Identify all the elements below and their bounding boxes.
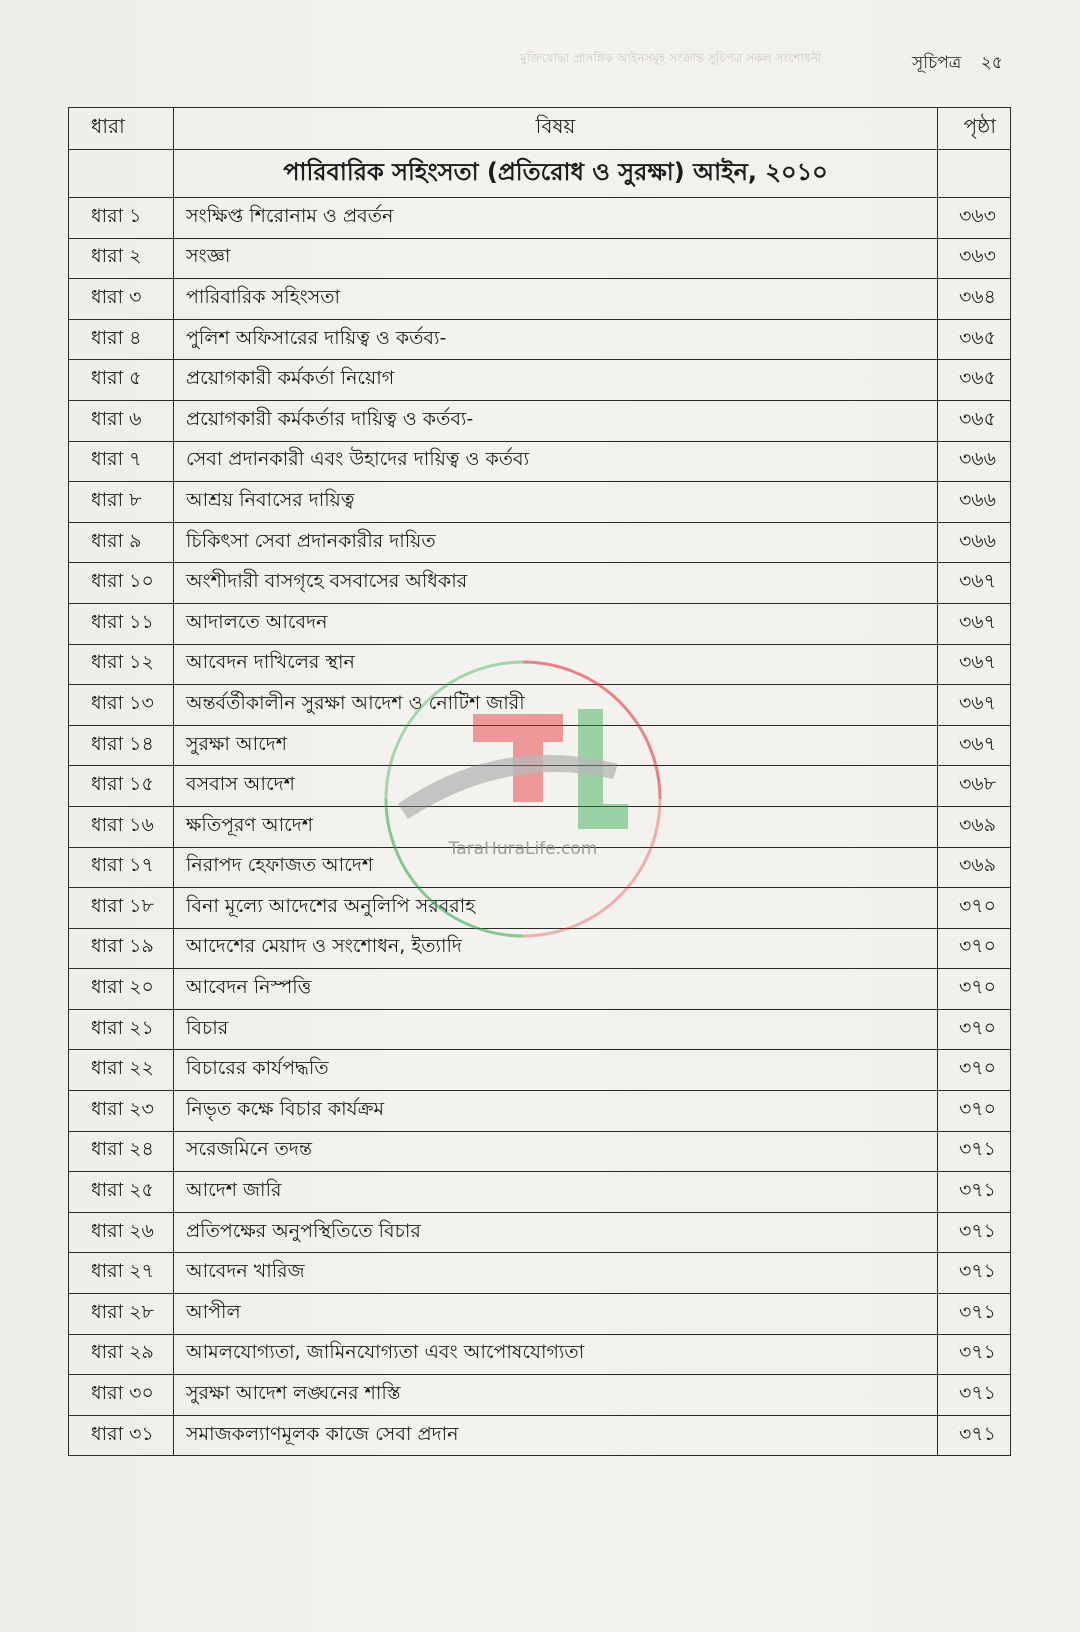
section-cell: ধারা ৭: [69, 441, 174, 482]
column-header-page: পৃষ্ঠা: [938, 108, 1011, 150]
page-cell: ৩৭০: [938, 1009, 1011, 1050]
act-title: পারিবারিক সহিংসতা (প্রতিরোধ ও সুরক্ষা) আইন, ২০১০: [174, 150, 938, 198]
table-row: [69, 969, 1011, 1010]
table-row: [69, 482, 1011, 523]
column-header-section: ধারা: [69, 108, 174, 150]
table-row: [69, 847, 1011, 888]
page-cell: ৩৬৯: [938, 806, 1011, 847]
subject-cell: বিচার: [174, 1009, 938, 1050]
subject-cell: প্রয়োগকারী কর্মকর্তার দায়িত্ব ও কর্তব্য-: [174, 400, 938, 441]
section-cell: ধারা ৩: [69, 279, 174, 320]
page-cell: ৩৬৭: [938, 563, 1011, 604]
section-cell: ধারা ২৫: [69, 1172, 174, 1213]
table-row: [69, 238, 1011, 279]
page-cell: ৩৬৩: [938, 238, 1011, 279]
page-cell: ৩৭১: [938, 1212, 1011, 1253]
subject-cell: আবেদন দাখিলের স্থান: [174, 644, 938, 685]
table-row: [69, 522, 1011, 563]
section-cell: ধারা ১১: [69, 603, 174, 644]
table-row: [69, 319, 1011, 360]
subject-cell: প্রয়োগকারী কর্মকর্তা নিয়োগ: [174, 360, 938, 401]
section-cell: ধারা ৮: [69, 482, 174, 523]
table-row: [69, 1091, 1011, 1132]
page-cell: ৩৬৬: [938, 522, 1011, 563]
header-title: সূচিপত্র: [912, 53, 962, 73]
running-header: [912, 50, 1017, 78]
table-row: [69, 1172, 1011, 1213]
page-cell: ৩৬৬: [938, 482, 1011, 523]
subject-cell: আবেদন নিস্পত্তি: [174, 969, 938, 1010]
section-cell: ধারা ১৬: [69, 806, 174, 847]
section-cell: ধারা ৯: [69, 522, 174, 563]
subject-cell: বিনা মূল্যে আদেশের অনুলিপি সরবরাহ: [174, 888, 938, 929]
section-cell: ধারা ১০: [69, 563, 174, 604]
section-cell: ধারা ৫: [69, 360, 174, 401]
table-row: [69, 725, 1011, 766]
subject-cell: অংশীদারী বাসগৃহে বসবাসের অধিকার: [174, 563, 938, 604]
page-cell: ৩৬৭: [938, 725, 1011, 766]
watermark-text: TaraHuraLife.com: [448, 839, 598, 859]
section-cell: ধারা ২২: [69, 1050, 174, 1091]
table-row: [69, 766, 1011, 807]
subject-cell: আদালতে আবেদন: [174, 603, 938, 644]
page-cell: ৩৭১: [938, 1415, 1011, 1456]
page-cell: ৩৭০: [938, 928, 1011, 969]
page-cell: ৩৬৫: [938, 319, 1011, 360]
page-cell: ৩৬৪: [938, 279, 1011, 320]
table-row: [69, 1009, 1011, 1050]
table-row: [69, 1050, 1011, 1091]
section-cell: ধারা ২৭: [69, 1253, 174, 1294]
act-title-empty-cell: [69, 150, 174, 198]
subject-cell: সরেজমিনে তদন্ত: [174, 1131, 938, 1172]
act-title-row: [69, 150, 1011, 198]
section-cell: ধারা ১৭: [69, 847, 174, 888]
table-row: [69, 888, 1011, 929]
page-cell: ৩৭০: [938, 1091, 1011, 1132]
table-row: [69, 1334, 1011, 1375]
page-cell: ৩৭১: [938, 1131, 1011, 1172]
column-header-subject: বিষয়: [174, 108, 938, 150]
page-cell: ৩৬৩: [938, 198, 1011, 239]
section-cell: ধারা ৪: [69, 319, 174, 360]
page-cell: ৩৬৫: [938, 360, 1011, 401]
table-row: [69, 685, 1011, 726]
subject-cell: সংক্ষিপ্ত শিরোনাম ও প্রবর্তন: [174, 198, 938, 239]
table-header-row: [69, 108, 1011, 150]
subject-cell: নিরাপদ হেফাজত আদেশ: [174, 847, 938, 888]
section-cell: ধারা ১৮: [69, 888, 174, 929]
page-cell: ৩৬৬: [938, 441, 1011, 482]
contents-table: [68, 107, 1011, 1456]
page-cell: ৩৬৭: [938, 603, 1011, 644]
table-row: [69, 806, 1011, 847]
subject-cell: চিকিৎসা সেবা প্রদানকারীর দায়িত: [174, 522, 938, 563]
page-cell: ৩৭১: [938, 1172, 1011, 1213]
table-row: [69, 1294, 1011, 1335]
subject-cell: নিভৃত কক্ষে বিচার কার্যক্রম: [174, 1091, 938, 1132]
section-cell: ধারা ২: [69, 238, 174, 279]
act-title-page-cell: [938, 150, 1011, 198]
subject-cell: সংজ্ঞা: [174, 238, 938, 279]
page-cell: ৩৭০: [938, 1050, 1011, 1091]
section-cell: ধারা ১৩: [69, 685, 174, 726]
subject-cell: সেবা প্রদানকারী এবং উহাদের দায়িত্ব ও কর্তব্য: [174, 441, 938, 482]
section-cell: ধারা ২৩: [69, 1091, 174, 1132]
page-cell: ৩৭০: [938, 888, 1011, 929]
table-row: [69, 279, 1011, 320]
section-cell: ধারা ১৫: [69, 766, 174, 807]
table-row: [69, 1415, 1011, 1456]
section-cell: ধারা ১৯: [69, 928, 174, 969]
subject-cell: পারিবারিক সহিংসতা: [174, 279, 938, 320]
page-cell: ৩৭০: [938, 969, 1011, 1010]
subject-cell: আদেশের মেয়াদ ও সংশোধন, ইত্যাদি: [174, 928, 938, 969]
section-cell: ধারা ১২: [69, 644, 174, 685]
subject-cell: আশ্রয় নিবাসের দায়িত্ব: [174, 482, 938, 523]
section-cell: ধারা ২০: [69, 969, 174, 1010]
page-cell: ৩৭১: [938, 1375, 1011, 1416]
section-cell: ধারা ২৮: [69, 1294, 174, 1335]
table-row: [69, 198, 1011, 239]
table-row: [69, 563, 1011, 604]
subject-cell: আবেদন খারিজ: [174, 1253, 938, 1294]
subject-cell: অন্তর্বর্তীকালীন সুরক্ষা আদেশ ও নোটিশ জারী: [174, 685, 938, 726]
subject-cell: আমলযোগ্যতা, জামিনযোগ্যতা এবং আপোষযোগ্যতা: [174, 1334, 938, 1375]
table-row: [69, 644, 1011, 685]
subject-cell: বসবাস আদেশ: [174, 766, 938, 807]
table-row: [69, 441, 1011, 482]
table-row: [69, 603, 1011, 644]
section-cell: ধারা ২৯: [69, 1334, 174, 1375]
table-row: [69, 1375, 1011, 1416]
section-cell: ধারা ২৪: [69, 1131, 174, 1172]
section-cell: ধারা ১৪: [69, 725, 174, 766]
table-row: [69, 1253, 1011, 1294]
section-cell: ধারা ৩০: [69, 1375, 174, 1416]
subject-cell: আদেশ জারি: [174, 1172, 938, 1213]
subject-cell: সুরক্ষা আদেশ লঙ্ঘনের শাস্তি: [174, 1375, 938, 1416]
table-row: [69, 1131, 1011, 1172]
page-cell: ৩৬৭: [938, 644, 1011, 685]
page-cell: ৩৭১: [938, 1294, 1011, 1335]
page-cell: ৩৬৭: [938, 685, 1011, 726]
page-cell: ৩৬৫: [938, 400, 1011, 441]
subject-cell: পুলিশ অফিসারের দায়িত্ব ও কর্তব্য-: [174, 319, 938, 360]
page-cell: ৩৭১: [938, 1334, 1011, 1375]
subject-cell: বিচারের কার্যপদ্ধতি: [174, 1050, 938, 1091]
page-cell: ৩৬৮: [938, 766, 1011, 807]
table-row: [69, 400, 1011, 441]
subject-cell: সমাজকল্যাণমূলক কাজে সেবা প্রদান: [174, 1415, 938, 1456]
section-cell: ধারা ২১: [69, 1009, 174, 1050]
subject-cell: প্রতিপক্ষের অনুপস্থিতিতে বিচার: [174, 1212, 938, 1253]
subject-cell: ক্ষতিপূরণ আদেশ: [174, 806, 938, 847]
table-row: [69, 360, 1011, 401]
section-cell: ধারা ৩১: [69, 1415, 174, 1456]
section-cell: ধারা ২৬: [69, 1212, 174, 1253]
bleed-through-text: মুক্তিযোদ্ধা প্রাসঙ্গিক আইনসমূহ সংক্রান্ত সূচিপত্র সকল সংশোধনী: [520, 51, 822, 65]
page-cell: ৩৭১: [938, 1253, 1011, 1294]
table-row: [69, 1212, 1011, 1253]
table-row: [69, 928, 1011, 969]
section-cell: ধারা ১: [69, 198, 174, 239]
subject-cell: আপীল: [174, 1294, 938, 1335]
page-number: ২৫: [980, 53, 1003, 73]
page-cell: ৩৬৯: [938, 847, 1011, 888]
section-cell: ধারা ৬: [69, 400, 174, 441]
subject-cell: সুরক্ষা আদেশ: [174, 725, 938, 766]
